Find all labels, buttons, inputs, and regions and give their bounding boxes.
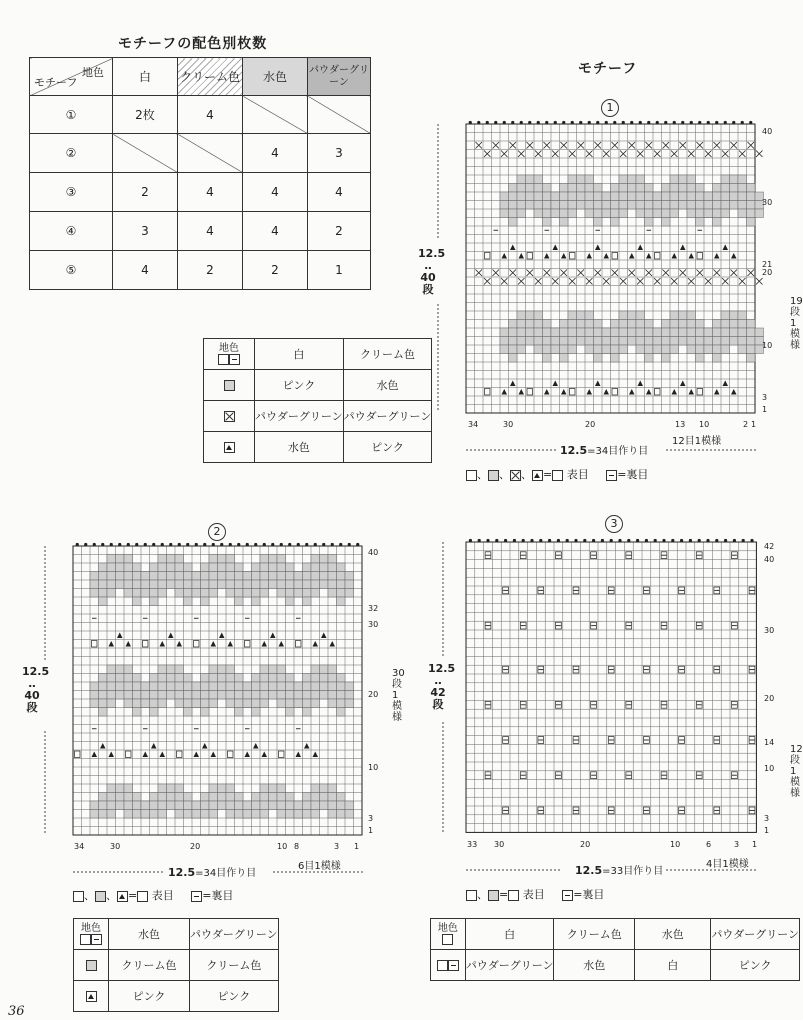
tick-label: 3 [762,393,768,402]
legend-col: クリーム色 [343,339,432,370]
cross-square-icon [224,411,235,422]
corner-top-label: 地色 [82,66,104,79]
tick-label: 30 [494,840,505,849]
legend-header-cell [204,339,255,370]
legend-cell: クリーム色 [190,950,279,981]
chart3-width-label: 12.5=33目作り目 [575,864,664,877]
tick-label: 30 [368,620,379,629]
legend-col: 白 [465,919,554,950]
tick-label: 34 [468,420,479,429]
row-label: ④ [30,212,113,251]
shaded-square-icon [95,891,106,902]
col-header: 白 [113,58,178,96]
count-cell: 2 [243,251,308,290]
chart1-width-label: 12.5=34目作り目 [560,444,649,457]
legend-col: 水色 [635,919,711,950]
purl-icon [229,354,240,365]
triangle-square-icon [117,891,128,902]
blank-square-icon [466,890,477,901]
chart1-grid [466,124,756,414]
chart2-height-line [43,546,47,836]
row-label: ⑤ [30,251,113,290]
chart3-legend: 、 = 表目 =裏目 [466,886,604,902]
legend-header-cell: 地色 [431,919,466,950]
chart3-side-repeat: 12段1模様 [790,744,803,799]
color-legend-table-2 [73,918,279,1012]
knit-icon [137,891,148,902]
legend-symbol-cell [74,950,109,981]
knit-icon [552,470,563,481]
blank-square-icon [73,891,84,902]
blank-square-icon [442,934,453,945]
color-count-table [29,57,371,290]
legend-symbol-cell [204,401,255,432]
chart3-height-label: 12.5 ‥ 42 段 [428,662,456,711]
chart1-width-line [466,448,756,452]
cross-square-icon [510,470,521,481]
tick-label: 10 [762,341,773,350]
legend-cell: パウダーグリーン [255,401,344,432]
legend-cell: ピンク [109,981,190,1012]
chart2-width-label: 12.5=34目作り目 [168,866,257,879]
tick-label: 1 [764,826,770,835]
row-label: ② [30,134,113,173]
legend-cell: 水色 [255,432,344,463]
tick-label: 13 [675,420,686,429]
count-table-title: モチーフの配色別枚数 [118,36,268,52]
tick-label: 20 [585,420,596,429]
tick-label: 10 [670,840,681,849]
purl-icon [191,891,202,902]
legend-header: 地色 [219,342,239,354]
count-cell: 4 [243,134,308,173]
legend-cell: パウダーグリーン [343,401,432,432]
tick-label: 1 [762,405,768,414]
blank-square-icon [437,960,448,971]
tick-label: 3 [368,814,374,823]
chart3-grid [466,542,758,834]
tick-label: 20 [368,690,379,699]
chart3-repeat-label: 4目1模様 [706,859,749,870]
count-cell: 4 [243,173,308,212]
legend-cell: 白 [635,950,711,981]
tick-label: 10 [277,842,288,851]
chart2-grid [73,546,363,836]
motif-title: モチーフ [578,61,638,77]
tick-label: 40 [368,548,379,557]
tick-label: 20 [190,842,201,851]
tick-label: 21 [762,260,773,269]
count-cell: 4 [178,173,243,212]
tick-label: 20 [580,840,591,849]
tick-label: 1 [368,826,374,835]
blank-square-icon [218,354,229,365]
triangle-square-icon [86,991,97,1002]
chart1-side-repeat: 19段1模様 [790,296,803,351]
count-cell: 4 [178,96,243,134]
tick-label: 10 [368,763,379,772]
legend-col: クリーム色 [554,919,635,950]
chart3-height-line [441,542,445,834]
tick-label: 3 [734,840,740,849]
tick-label: 30 [503,420,514,429]
count-cell: 2 [308,212,371,251]
count-cell: 4 [243,212,308,251]
purl-icon [606,470,617,481]
col-header: 水色 [243,58,308,96]
chart1-repeat-label: 12目1模様 [672,436,722,447]
tick-label: 20 [762,268,773,277]
legend-symbol-cell [431,950,466,981]
legend-symbol-cell [204,432,255,463]
legend-cell: ピンク [255,370,344,401]
chart2-side-repeat: 30段1模様 [392,668,405,723]
tick-label: 40 [762,127,773,136]
empty-cell [308,96,371,134]
legend-col: 白 [255,339,344,370]
tick-label: 30 [764,626,775,635]
legend-cell: 水色 [554,950,635,981]
count-cell: 3 [113,212,178,251]
chart3-label: 3 [605,512,623,533]
tick-label: 1 [354,842,360,851]
legend-cell: 水色 [343,370,432,401]
empty-cell [113,134,178,173]
chart2-label: 2 [208,520,226,541]
tick-label: 34 [74,842,85,851]
tick-label: 1 [752,840,758,849]
chart2-height-label: 12.5 ‥ 40 段 [22,665,50,714]
row-label: ③ [30,173,113,212]
legend-cell: ピンク [711,950,800,981]
corner-bottom-label: モチーフ [34,76,78,89]
blank-square-icon [466,470,477,481]
page-number: 36 [8,1004,25,1019]
blank-square-icon [80,934,91,945]
tick-label: 20 [764,694,775,703]
legend-cell: ピンク [190,981,279,1012]
count-cell: 1 [308,251,371,290]
empty-cell [178,134,243,173]
legend-symbol-cell [74,981,109,1012]
tick-label: 14 [764,738,775,747]
tick-label: 6 [706,840,712,849]
tick-label: 42 [764,542,775,551]
chart1-height-label: 12.5 ‥ 40 段 [418,247,446,296]
legend-cell: パウダーグリーン [465,950,554,981]
count-cell: 3 [308,134,371,173]
corner-cell [30,58,113,96]
chart1-height-line [436,124,440,414]
tick-label: 30 [762,198,773,207]
tick-label: 2 [743,420,749,429]
chart1-legend: 、 、 、 = 表目 =裏目 [466,466,648,482]
chart2-legend: 、 、 = 表目 =裏目 [73,887,233,903]
chart1-label: 1 [601,96,619,117]
legend-col: パウダーグリーン [190,919,279,950]
color-legend-table-3 [430,918,800,981]
count-cell: 2 [178,251,243,290]
legend-cell: クリーム色 [109,950,190,981]
legend-col: 水色 [109,919,190,950]
shaded-square-icon [488,470,499,481]
tick-label: 10 [699,420,710,429]
shaded-square-icon [224,380,235,391]
count-cell: 4 [308,173,371,212]
count-cell: 2枚 [113,96,178,134]
row-label: ① [30,96,113,134]
purl-icon [91,934,102,945]
legend-cell: ピンク [343,432,432,463]
shaded-square-icon [488,890,499,901]
tick-label: 33 [467,840,478,849]
legend-header-cell: 地色 [74,919,109,950]
col-header: クリーム色 [178,58,243,96]
purl-icon [562,890,573,901]
tick-label: 1 [751,420,757,429]
triangle-square-icon [532,470,543,481]
chart2-repeat-label: 6目1模様 [298,861,341,872]
count-cell: 4 [113,251,178,290]
legend-symbol-cell [204,370,255,401]
count-cell: 2 [113,173,178,212]
knit-icon [508,890,519,901]
tick-label: 3 [334,842,340,851]
tick-label: 30 [110,842,121,851]
tick-label: 32 [368,604,379,613]
count-cell: 4 [178,212,243,251]
color-legend-table-1 [203,338,432,463]
tick-label: 8 [294,842,300,851]
purl-icon [448,960,459,971]
empty-cell [243,96,308,134]
triangle-square-icon [224,442,235,453]
tick-label: 40 [764,555,775,564]
shaded-square-icon [86,960,97,971]
tick-label: 3 [764,814,770,823]
legend-col: パウダーグリーン [711,919,800,950]
col-header: パウダーグリーン [308,58,371,96]
tick-label: 10 [764,764,775,773]
